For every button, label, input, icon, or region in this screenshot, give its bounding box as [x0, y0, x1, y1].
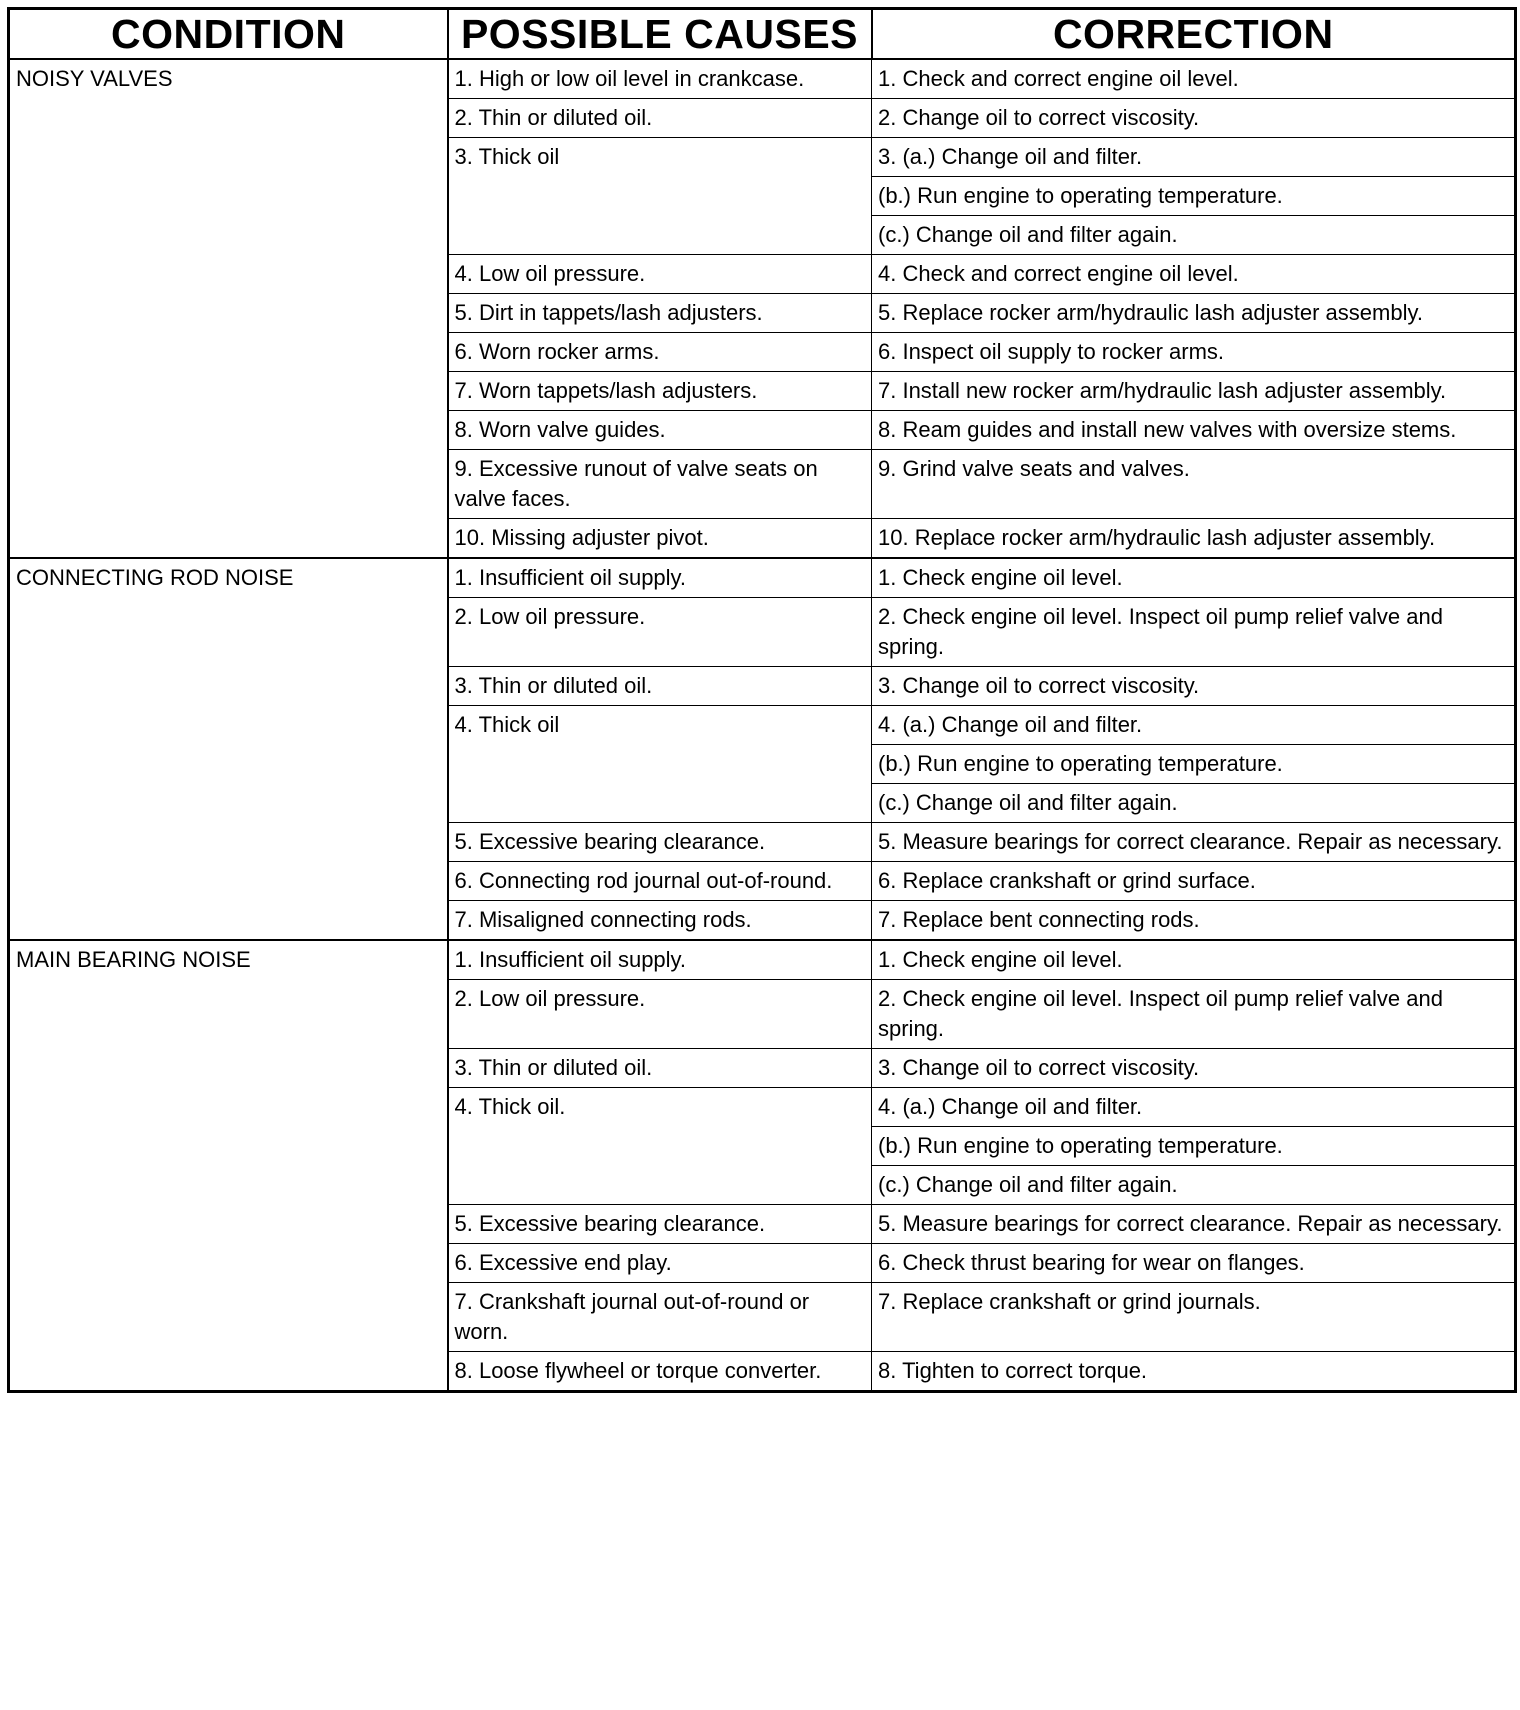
correction-cell: 1. Check and correct engine oil level.	[872, 59, 1516, 99]
correction-cell: 4. (a.) Change oil and filter.	[872, 706, 1516, 745]
header-possible-causes: POSSIBLE CAUSES	[448, 9, 872, 60]
possible-cause-cell: 2. Low oil pressure.	[448, 980, 872, 1049]
correction-cell: 8. Tighten to correct torque.	[872, 1352, 1516, 1392]
correction-cell: 4. Check and correct engine oil level.	[872, 255, 1516, 294]
correction-cell: 6. Inspect oil supply to rocker arms.	[872, 333, 1516, 372]
header-row	[9, 9, 1516, 60]
possible-cause-cell: 2. Low oil pressure.	[448, 598, 872, 667]
correction-cell: 7. Install new rocker arm/hydraulic lash adjuster assembly.	[872, 372, 1516, 411]
possible-cause-cell: 2. Thin or diluted oil.	[448, 99, 872, 138]
correction-cell: 4. (a.) Change oil and filter.	[872, 1088, 1516, 1127]
correction-cell: 1. Check engine oil level.	[872, 558, 1516, 598]
correction-cell: 7. Replace crankshaft or grind journals.	[872, 1283, 1516, 1352]
correction-cell: 3. Change oil to correct viscosity.	[872, 667, 1516, 706]
possible-cause-cell: 6. Excessive end play.	[448, 1244, 872, 1283]
correction-cell: 2. Check engine oil level. Inspect oil pump relief valve and spring.	[872, 980, 1516, 1049]
correction-cell: 2. Check engine oil level. Inspect oil pump relief valve and spring.	[872, 598, 1516, 667]
correction-cell: 1. Check engine oil level.	[872, 940, 1516, 980]
correction-cell: 5. Replace rocker arm/hydraulic lash adjuster assembly.	[872, 294, 1516, 333]
possible-cause-cell: 5. Excessive bearing clearance.	[448, 1205, 872, 1244]
correction-cell: 10. Replace rocker arm/hydraulic lash adjuster assembly.	[872, 519, 1516, 559]
possible-cause-cell: 3. Thick oil	[448, 138, 872, 255]
condition-noisy-valves: NOISY VALVES	[9, 59, 448, 558]
possible-cause-cell: 4. Thick oil.	[448, 1088, 872, 1205]
possible-cause-cell: 7. Worn tappets/lash adjusters.	[448, 372, 872, 411]
correction-cell: (c.) Change oil and filter again.	[872, 1166, 1516, 1205]
correction-cell: (c.) Change oil and filter again.	[872, 784, 1516, 823]
correction-cell: (b.) Run engine to operating temperature.	[872, 1127, 1516, 1166]
header-condition: CONDITION	[9, 9, 448, 60]
condition-main-bearing-noise: MAIN BEARING NOISE	[9, 940, 448, 1392]
correction-cell: 2. Change oil to correct viscosity.	[872, 99, 1516, 138]
table-row	[9, 558, 1516, 598]
correction-cell: (b.) Run engine to operating temperature.	[872, 745, 1516, 784]
possible-cause-cell: 10. Missing adjuster pivot.	[448, 519, 872, 559]
correction-cell: 3. Change oil to correct viscosity.	[872, 1049, 1516, 1088]
possible-cause-cell: 5. Excessive bearing clearance.	[448, 823, 872, 862]
condition-connecting-rod-noise: CONNECTING ROD NOISE	[9, 558, 448, 940]
possible-cause-cell: 8. Worn valve guides.	[448, 411, 872, 450]
table-row	[9, 59, 1516, 99]
possible-cause-cell: 1. Insufficient oil supply.	[448, 940, 872, 980]
header-correction: CORRECTION	[872, 9, 1516, 60]
possible-cause-cell: 1. High or low oil level in crankcase.	[448, 59, 872, 99]
possible-cause-cell: 6. Worn rocker arms.	[448, 333, 872, 372]
possible-cause-cell: 4. Thick oil	[448, 706, 872, 823]
possible-cause-cell: 9. Excessive runout of valve seats on valve faces.	[448, 450, 872, 519]
possible-cause-cell: 8. Loose flywheel or torque converter.	[448, 1352, 872, 1392]
possible-cause-cell: 6. Connecting rod journal out-of-round.	[448, 862, 872, 901]
possible-cause-cell: 3. Thin or diluted oil.	[448, 1049, 872, 1088]
possible-cause-cell: 7. Crankshaft journal out-of-round or worn.	[448, 1283, 872, 1352]
possible-cause-cell: 5. Dirt in tappets/lash adjusters.	[448, 294, 872, 333]
possible-cause-cell: 1. Insufficient oil supply.	[448, 558, 872, 598]
possible-cause-cell: 3. Thin or diluted oil.	[448, 667, 872, 706]
correction-cell: (b.) Run engine to operating temperature.	[872, 177, 1516, 216]
correction-cell: 9. Grind valve seats and valves.	[872, 450, 1516, 519]
diagnosis-table	[7, 7, 1517, 1393]
correction-cell: 6. Replace crankshaft or grind surface.	[872, 862, 1516, 901]
table-body	[9, 59, 1516, 1392]
correction-cell: 6. Check thrust bearing for wear on flanges.	[872, 1244, 1516, 1283]
correction-cell: 7. Replace bent connecting rods.	[872, 901, 1516, 941]
correction-cell: 8. Ream guides and install new valves with oversize stems.	[872, 411, 1516, 450]
correction-cell: 3. (a.) Change oil and filter.	[872, 138, 1516, 177]
correction-cell: 5. Measure bearings for correct clearance. Repair as necessary.	[872, 1205, 1516, 1244]
correction-cell: 5. Measure bearings for correct clearance. Repair as necessary.	[872, 823, 1516, 862]
possible-cause-cell: 7. Misaligned connecting rods.	[448, 901, 872, 941]
table-row	[9, 940, 1516, 980]
correction-cell: (c.) Change oil and filter again.	[872, 216, 1516, 255]
possible-cause-cell: 4. Low oil pressure.	[448, 255, 872, 294]
